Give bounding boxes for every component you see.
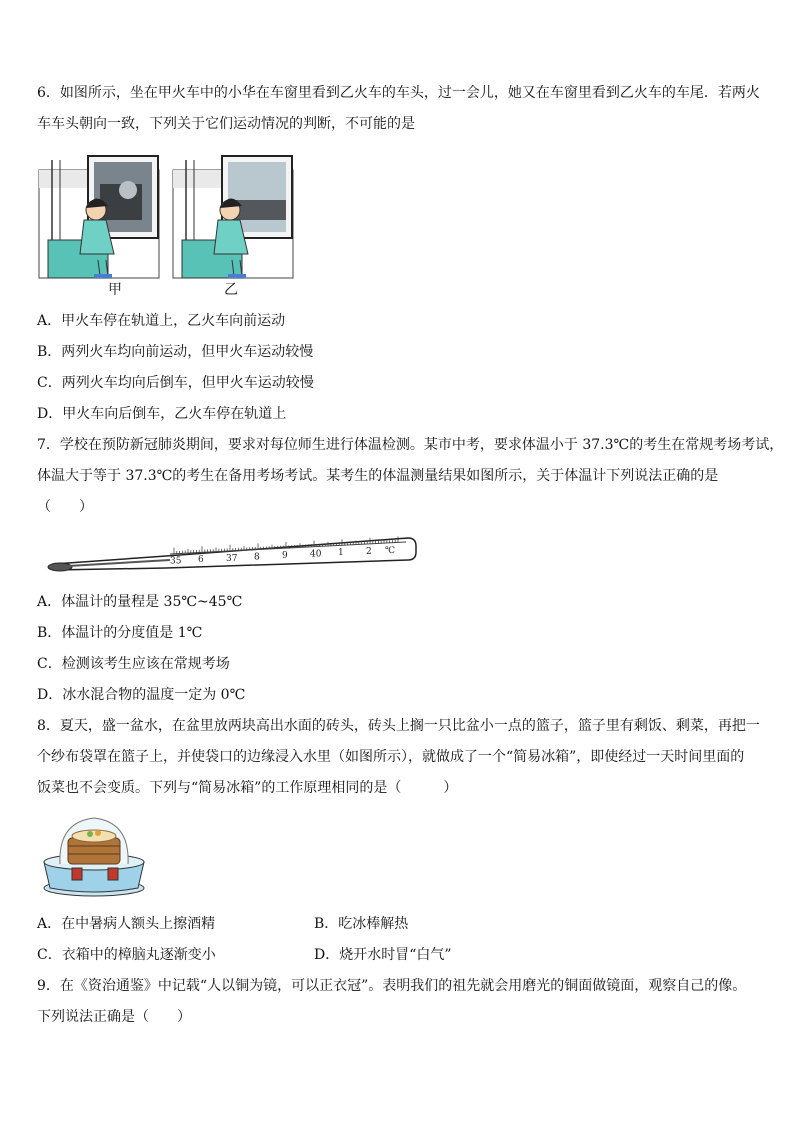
thermometer-scale-label: 1: [338, 548, 344, 559]
q8-stem-line2: 个纱布袋罩在篮子上，并使袋口的边缘浸入水里（如图所示），就做成了一个“简易冰箱”，即使经过一天时间里面的: [37, 749, 745, 765]
q8-option-d: D．烧开水时冒“白气”: [314, 947, 452, 963]
simple-fridge-figure: [38, 812, 150, 898]
thermometer-scale-label: 35: [170, 556, 182, 567]
thermometer-scale-label: 9: [282, 551, 288, 561]
q8-option-b: B．吃冰棒解热: [314, 916, 409, 932]
q6-option-a: A．甲火车停在轨道上，乙火车向前运动: [37, 313, 286, 329]
q6-stem-line1: 6．如图所示，坐在甲火车中的小华在车窗里看到乙火车的车头，过一会儿，她又在车窗里看到乙火车的车尾．若两火: [37, 85, 760, 101]
thermometer-scale-label: 40: [310, 549, 322, 560]
q9-stem-line2: 下列说法正确是（ ）: [37, 1009, 191, 1025]
q8-stem-line1: 8．夏天，盛一盆水，在盆里放两块高出水面的砖头，砖头上搁一只比盆小一点的篮子，篮子里有剩饭、剩菜，再把一: [37, 718, 760, 734]
q9-stem-line1: 9．在《资治通鉴》中记载“人以铜为镜，可以正衣冠”。表明我们的祖先就会用磨光的铜面做镜面，观察自己的像。: [37, 978, 747, 994]
train-panel-b: [173, 156, 293, 278]
q6-train-figure: [38, 150, 300, 280]
q8-option-a: A．在中暑病人额头上擦酒精: [37, 916, 216, 932]
q7-option-a: A．体温计的量程是 35℃~45℃: [37, 594, 243, 610]
q7-stem-line2: 体温大于等于 37.3℃的考生在备用考场考试。某考生的体温测量结果如图所示，关于体温计下列说法正确的是: [37, 468, 719, 484]
q7-option-c: C．检测该考生应该在常规考场: [37, 656, 230, 672]
thermometer-scale-label: 37: [226, 553, 238, 564]
q7-stem-line3: （ ）: [37, 499, 93, 515]
q6-fig-label-a: 甲: [108, 282, 122, 298]
q7-option-b: B．体温计的分度值是 1℃: [37, 625, 203, 641]
q6-option-d: D．甲火车向后倒车，乙火车停在轨道上: [37, 406, 287, 422]
q6-option-c: C．两列火车均向后倒车，但甲火车运动较慢: [37, 375, 314, 391]
q7-stem-line1: 7．学校在预防新冠肺炎期间，要求对每位师生进行体温检测。某市中考，要求体温小于 37.3℃的考生在常规考场考试，: [37, 437, 784, 453]
train-panel-a: [39, 156, 159, 278]
q6-fig-label-b: 乙: [224, 282, 238, 298]
q8-option-c: C．衣箱中的樟脑丸逐渐变小: [37, 947, 216, 963]
q6-option-b: B．两列火车均向前运动，但甲火车运动较慢: [37, 344, 314, 360]
thermometer-scale-label: 8: [254, 552, 260, 563]
thermometer-scale-label: 6: [198, 555, 204, 566]
q8-stem-line3: 饭菜也不会变质。下列与“简易冰箱”的工作原理相同的是（ ）: [37, 780, 458, 796]
q7-option-d: D．冰水混合物的温度一定为 0℃: [37, 687, 246, 703]
thermometer-figure: [46, 530, 418, 574]
q6-stem-line2: 车车头朝向一致，下列关于它们运动情况的判断，不可能的是: [37, 116, 415, 132]
thermometer-scale-label: ℃: [385, 545, 396, 556]
thermometer-scale-label: 2: [366, 546, 372, 557]
